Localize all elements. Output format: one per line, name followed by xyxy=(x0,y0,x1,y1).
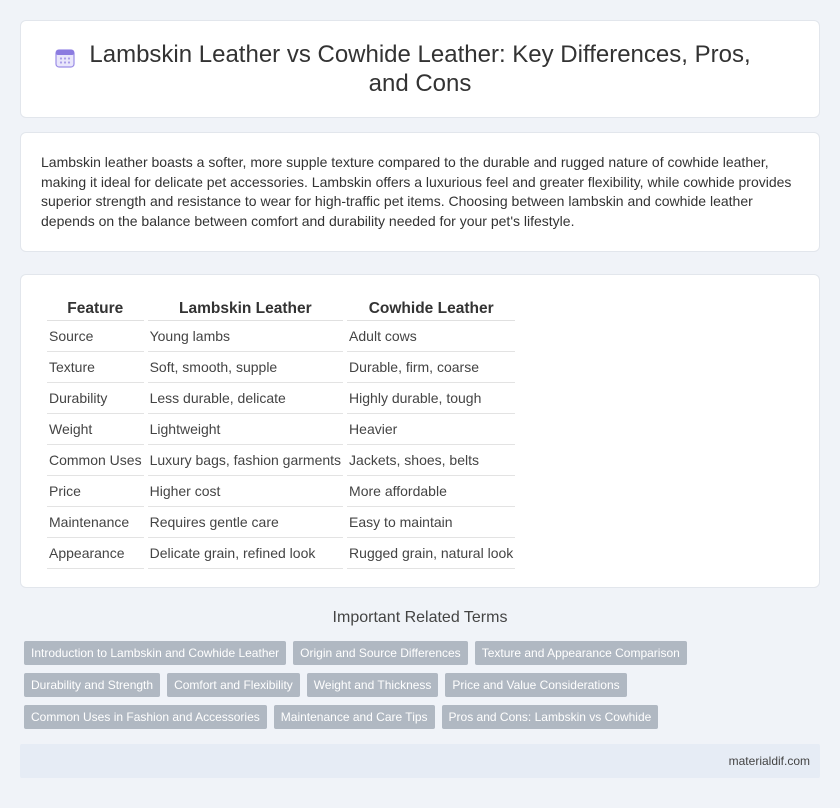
related-term-tag[interactable]: Comfort and Flexibility xyxy=(167,673,300,697)
table-cell: Durable, firm, coarse xyxy=(347,352,515,383)
related-term-tag[interactable]: Introduction to Lambskin and Cowhide Leather xyxy=(24,641,286,665)
table-cell: Easy to maintain xyxy=(347,507,515,538)
table-cell: Common Uses xyxy=(47,445,144,476)
table-cell: Weight xyxy=(47,414,144,445)
table-row xyxy=(47,414,515,445)
related-term-tag[interactable]: Common Uses in Fashion and Accessories xyxy=(24,705,267,729)
table-cell: Texture xyxy=(47,352,144,383)
table-row xyxy=(47,445,515,476)
footer-site-link[interactable]: materialdif.com xyxy=(728,754,810,768)
table-cell: Less durable, delicate xyxy=(148,383,343,414)
related-term-tag[interactable]: Weight and Thickness xyxy=(307,673,439,697)
related-terms-title: Important Related Terms xyxy=(332,609,508,626)
column-header: Feature xyxy=(47,297,144,321)
table-cell: Young lambs xyxy=(148,321,343,352)
comparison-table xyxy=(43,297,519,569)
table-cell: Lightweight xyxy=(148,414,343,445)
table-cell: Appearance xyxy=(47,538,144,569)
table-header-row xyxy=(47,297,515,321)
comparison-card xyxy=(20,274,820,588)
column-header: Cowhide Leather xyxy=(347,297,515,321)
table-cell: Highly durable, tough xyxy=(347,383,515,414)
related-term-tag[interactable]: Pros and Cons: Lambskin vs Cowhide xyxy=(442,705,659,729)
related-terms-tags xyxy=(24,641,824,737)
table-row xyxy=(47,383,515,414)
table-cell: Higher cost xyxy=(148,476,343,507)
table-cell: Delicate grain, refined look xyxy=(148,538,343,569)
related-term-tag[interactable]: Origin and Source Differences xyxy=(293,641,468,665)
table-cell: Durability xyxy=(47,383,144,414)
table-row xyxy=(47,507,515,538)
intro-paragraph: Lambskin leather boasts a softer, more supple texture compared to the durable and rugged nature of cowhide leather, making it ideal for delicate pet accessories. Lambskin offers a luxurious feel and greater flexibility, while cowhide provides superior strength and resistance to wear for high-traffic pet items. Choosing between lambskin and cowhide leather depends on the balance between comfort and durability needed for your pet's lifestyle. xyxy=(41,154,792,229)
intro-card xyxy=(20,132,820,252)
tag-row xyxy=(24,705,824,729)
table-cell: Rugged grain, natural look xyxy=(347,538,515,569)
footer xyxy=(20,744,820,778)
table-row xyxy=(47,538,515,569)
tag-row xyxy=(24,673,824,697)
related-term-tag[interactable]: Maintenance and Care Tips xyxy=(274,705,435,729)
page-title: Lambskin Leather vs Cowhide Leather: Key Differences, Pros, and Cons xyxy=(89,41,751,97)
related-term-tag[interactable]: Durability and Strength xyxy=(24,673,160,697)
table-cell: More affordable xyxy=(347,476,515,507)
table-cell: Price xyxy=(47,476,144,507)
table-cell: Heavier xyxy=(347,414,515,445)
header-card xyxy=(20,20,820,118)
tag-row xyxy=(24,641,824,665)
table-cell: Maintenance xyxy=(47,507,144,538)
related-term-tag[interactable]: Texture and Appearance Comparison xyxy=(475,641,687,665)
table-cell: Adult cows xyxy=(347,321,515,352)
related-term-tag[interactable]: Price and Value Considerations xyxy=(445,673,626,697)
table-row xyxy=(47,476,515,507)
table-cell: Soft, smooth, supple xyxy=(148,352,343,383)
column-header: Lambskin Leather xyxy=(148,297,343,321)
table-cell: Jackets, shoes, belts xyxy=(347,445,515,476)
table-cell: Source xyxy=(47,321,144,352)
table-cell: Requires gentle care xyxy=(148,507,343,538)
table-cell: Luxury bags, fashion garments xyxy=(148,445,343,476)
table-row xyxy=(47,321,515,352)
table-row xyxy=(47,352,515,383)
